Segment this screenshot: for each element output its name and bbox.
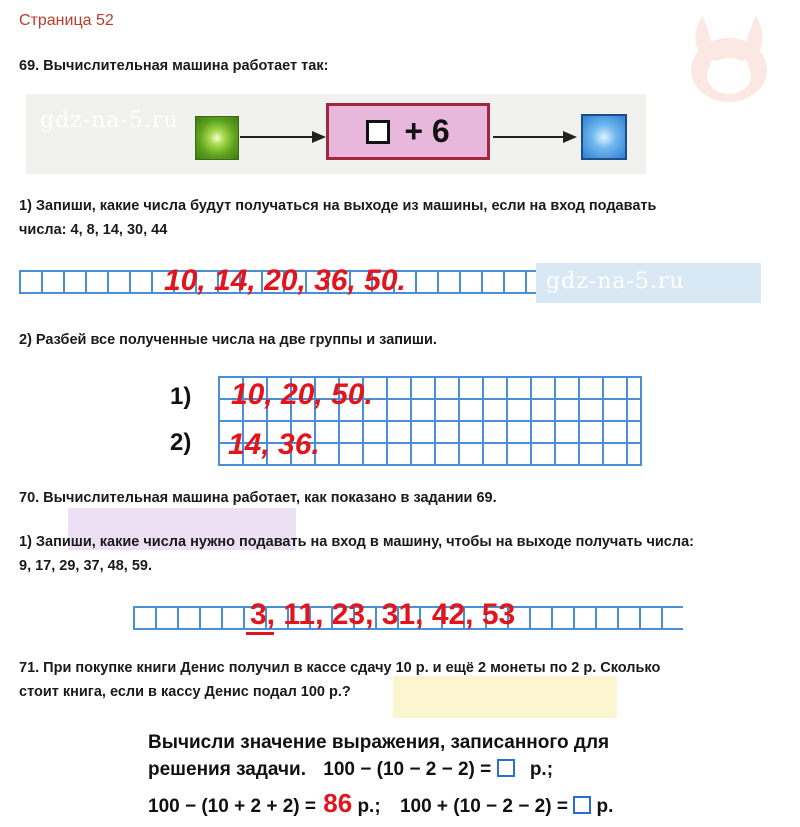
card-line-1: Вычисли значение выражения, записанного для [148,732,610,753]
group-2-label: 2) [170,429,192,456]
answer-1-text: 10, 14, 20, 36, 50. [164,264,406,297]
task-70-question-1-line-1: 1) Запиши, какие числа нужно подавать на вход в машину, чтобы на выходе получать числа: [19,534,694,550]
task-69-question-1-line-1: 1) Запиши, какие числа будут получаться на выходе из машины, если на вход подавать [19,198,657,214]
underline-mark [246,632,274,635]
arrow-icon [240,136,314,138]
card-line-2 [148,759,553,781]
arrow-head-icon [312,131,326,143]
task-69-heading: 69. Вычислительная машина работает так: [19,58,329,74]
unit-3: р. [596,796,614,817]
arrow-head-icon [563,131,577,143]
empty-square-icon [366,120,390,144]
watermark: gdz-na-5.ru [40,108,179,133]
group-2-answer: 14, 36. [228,428,320,461]
empty-box-icon [497,759,515,777]
expression-1: 100 − (10 − 2 − 2) = [323,759,492,780]
group-1-label: 1) [170,383,192,410]
expression-card [138,722,684,827]
logo-icon [674,2,784,112]
output-square-icon [581,114,627,160]
watermark-box: gdz-na-5.ru [536,263,761,303]
task-71-answer: 86 [323,788,353,818]
card-line-2-text: решения задачи. [148,759,307,780]
unit-1: р.; [529,759,554,780]
task-71-line-1: 71. При покупке книги Денис получил в кассе сдачу 10 р. и ещё 2 монеты по 2 р. Сколько [19,660,661,676]
group-1-answer: 10, 20, 50. [231,378,373,411]
task-69-question-1-line-2: числа: 4, 8, 14, 30, 44 [19,222,168,238]
task-70-question-1-line-2: 9, 17, 29, 37, 48, 59. [19,558,153,574]
task-69-question-2: 2) Разбей все полученные числа на две группы и запиши. [19,332,437,348]
page-title: Страница 52 [19,12,114,29]
task-70-answer: 3, 11, 23, 31, 42, 53 [250,598,516,631]
empty-box-icon [573,796,591,814]
watermark-box [393,676,617,718]
unit-2: р.; [357,796,381,817]
operation-box [326,103,490,160]
input-square-icon [195,116,239,160]
expression-3: 100 + (10 − 2 − 2) = [399,796,568,817]
expression-2: 100 − (10 + 2 + 2) = [148,796,316,817]
task-70-heading: 70. Вычислительная машина работает, как показано в задании 69. [19,490,497,506]
operation-text: + 6 [404,113,450,149]
task-71-line-2: стоит книга, если в кассу Денис подал 100 р.? [19,684,351,700]
card-line-3 [148,788,613,819]
arrow-icon [493,136,565,138]
